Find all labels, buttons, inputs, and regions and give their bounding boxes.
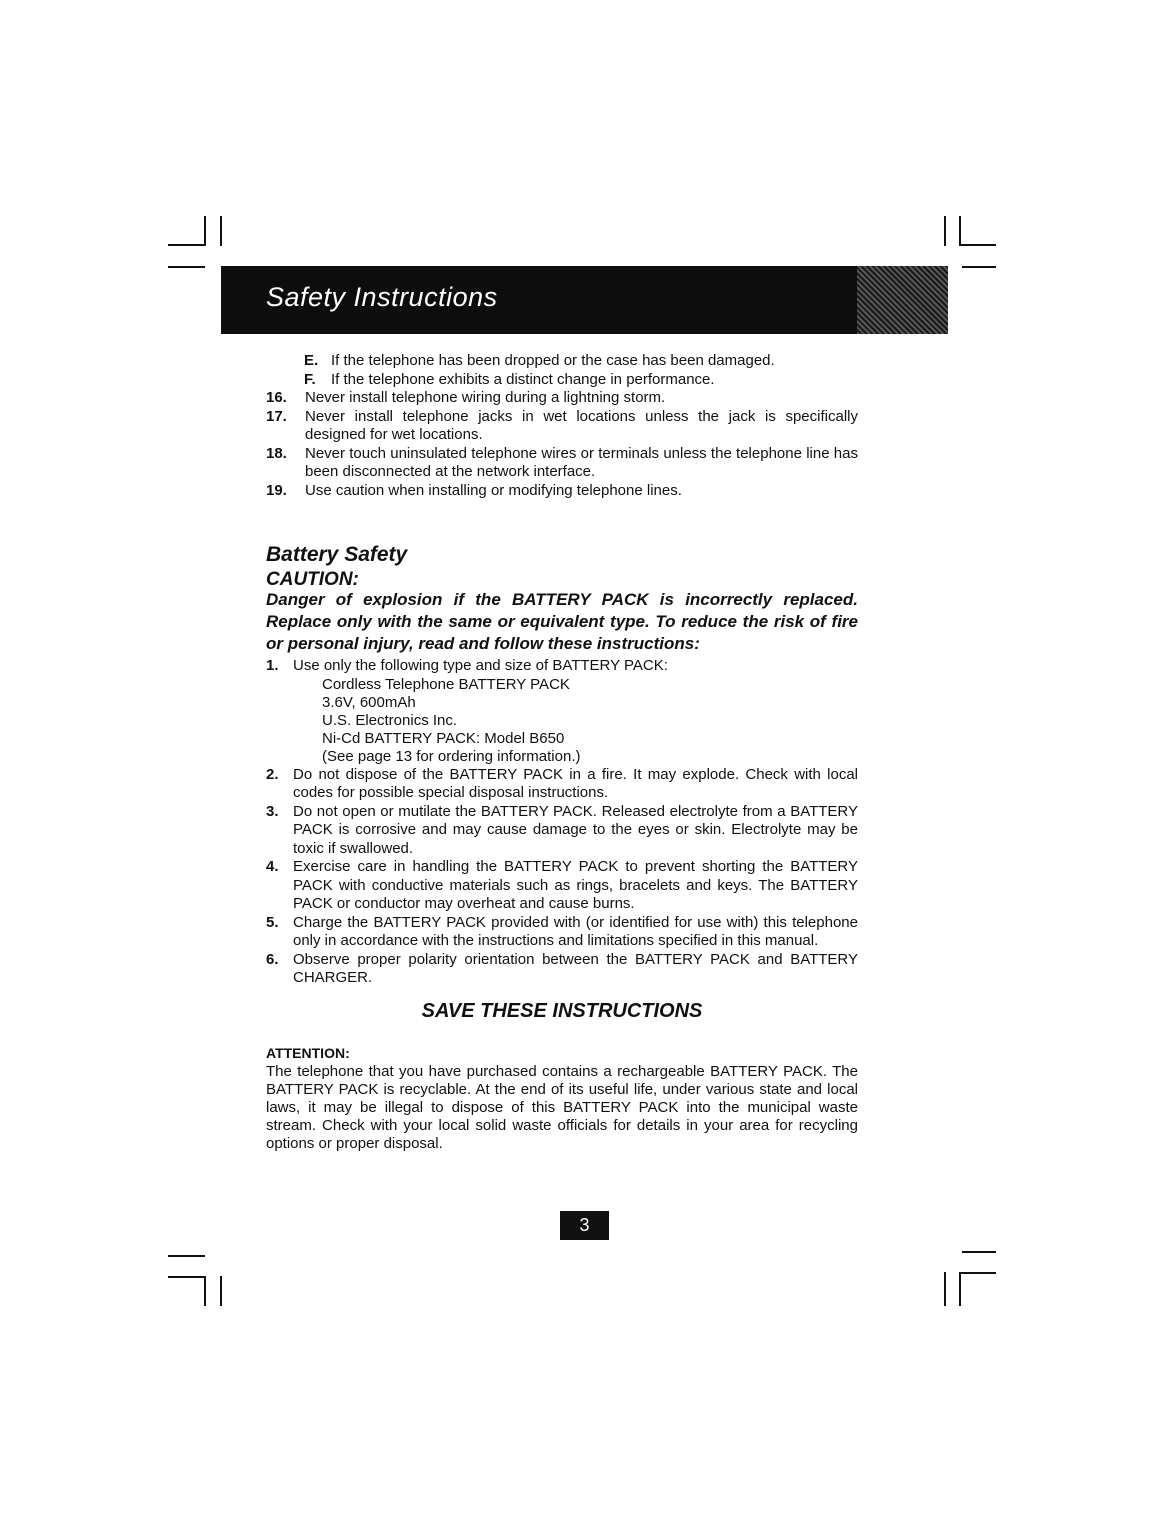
crop-mark: [959, 1272, 961, 1306]
list-item-text: If the telephone exhibits a distinct change in performance.: [331, 370, 715, 388]
crop-mark: [204, 216, 206, 246]
crop-mark: [168, 1276, 205, 1278]
list-item-text: Use only the following type and size of BATTERY PACK:: [293, 657, 668, 674]
list-item-text: Do not dispose of the BATTERY PACK in a fire. It may explode. Check with local codes for possible special disposal instructions.: [293, 765, 858, 801]
list-item: [266, 803, 858, 859]
crop-mark: [204, 1276, 206, 1306]
battery-spec-line: U.S. Electronics Inc.: [322, 711, 458, 729]
list-item: [266, 445, 858, 482]
list-item-text: If the telephone has been dropped or the case has been damaged.: [331, 352, 775, 369]
list-item: [266, 371, 858, 390]
crop-mark: [168, 1255, 205, 1257]
list-marker: E.: [304, 352, 319, 369]
list-number: 18.: [266, 444, 287, 462]
list-item: [266, 914, 858, 951]
list-number: 3.: [266, 802, 279, 820]
crop-mark: [220, 1276, 222, 1306]
list-item-text: Observe proper polarity orientation between the BATTERY PACK and BATTERY CHARGER.: [293, 950, 858, 986]
list-item: [266, 858, 858, 914]
document-body: [266, 352, 858, 1153]
list-number: 6.: [266, 950, 279, 968]
caution-heading: CAUTION:: [266, 568, 359, 590]
list-item: [266, 766, 858, 803]
battery-spec-line: 3.6V, 600mAh: [322, 693, 416, 711]
list-number: 17.: [266, 407, 287, 425]
battery-spec-line: (See page 13 for ordering information.): [322, 747, 581, 765]
caution-text: Danger of explosion if the BATTERY PACK is incorrectly replaced. Replace only with the same or equivalent type. To reduce the risk of fire or personal injury, read and follow these instructions:: [266, 590, 858, 653]
page-number: 3: [560, 1211, 609, 1240]
crop-mark: [220, 216, 222, 246]
crop-mark: [959, 216, 961, 246]
crop-mark: [959, 244, 996, 246]
list-number: 2.: [266, 765, 279, 783]
list-item-text: Exercise care in handling the BATTERY PACK to prevent shorting the BATTERY PACK with conductive materials such as rings, bracelets and keys. The BATTERY PACK or conductor may overheat and cause burns.: [293, 858, 858, 912]
crop-mark: [962, 1251, 996, 1253]
section-heading: Battery Safety: [266, 543, 408, 566]
list-item: [266, 408, 858, 445]
list-item-text: Never touch uninsulated telephone wires or terminals unless the telephone line has been disconnected at the network interface.: [305, 444, 858, 480]
list-number: 16.: [266, 389, 287, 406]
list-item: [266, 389, 858, 408]
list-number: 1.: [266, 657, 279, 674]
battery-spec-line: Ni-Cd BATTERY PACK: Model B650: [322, 729, 565, 747]
list-marker: F.: [304, 370, 316, 388]
list-item: [266, 657, 858, 676]
attention-text: The telephone that you have purchased contains a rechargeable BATTERY PACK. The BATTERY PACK is recyclable. At the end of its useful life, under various state and local laws, it may be illegal to dispose of this BATTERY PACK into the municipal waste stream. Check with your local solid waste officials for details in your area for recycling options or proper disposal.: [266, 1062, 858, 1152]
crop-mark: [944, 1272, 946, 1306]
list-number: 5.: [266, 913, 279, 931]
list-number: 19.: [266, 481, 287, 499]
crop-mark: [962, 266, 996, 268]
crop-mark: [168, 244, 205, 246]
list-item-text: Do not open or mutilate the BATTERY PACK. Released electrolyte from a BATTERY PACK is corrosive and may cause damage to the eyes or skin. Electrolyte may be toxic if swallowed.: [293, 802, 858, 857]
list-item-text: Never install telephone jacks in wet locations unless the jack is specifically designed for wet locations.: [305, 407, 858, 443]
header-texture-decoration: [857, 266, 948, 334]
crop-mark: [168, 266, 205, 268]
page-title: Safety Instructions: [266, 282, 498, 312]
save-instructions-heading: SAVE THESE INSTRUCTIONS: [421, 999, 703, 1022]
list-item: [266, 352, 858, 371]
list-item: [266, 482, 858, 501]
list-number: 4.: [266, 858, 279, 875]
list-item-text: Use caution when installing or modifying telephone lines.: [305, 481, 682, 499]
list-item-text: Never install telephone wiring during a lightning storm.: [305, 389, 666, 406]
attention-heading: ATTENTION:: [266, 1045, 350, 1061]
list-item: [266, 951, 858, 988]
crop-mark: [944, 216, 946, 246]
battery-spec-line: Cordless Telephone BATTERY PACK: [322, 675, 570, 693]
list-item-text: Charge the BATTERY PACK provided with (or identified for use with) this telephone only in accordance with the instructions and limitations specified in this manual.: [293, 913, 858, 949]
crop-mark: [959, 1272, 996, 1274]
